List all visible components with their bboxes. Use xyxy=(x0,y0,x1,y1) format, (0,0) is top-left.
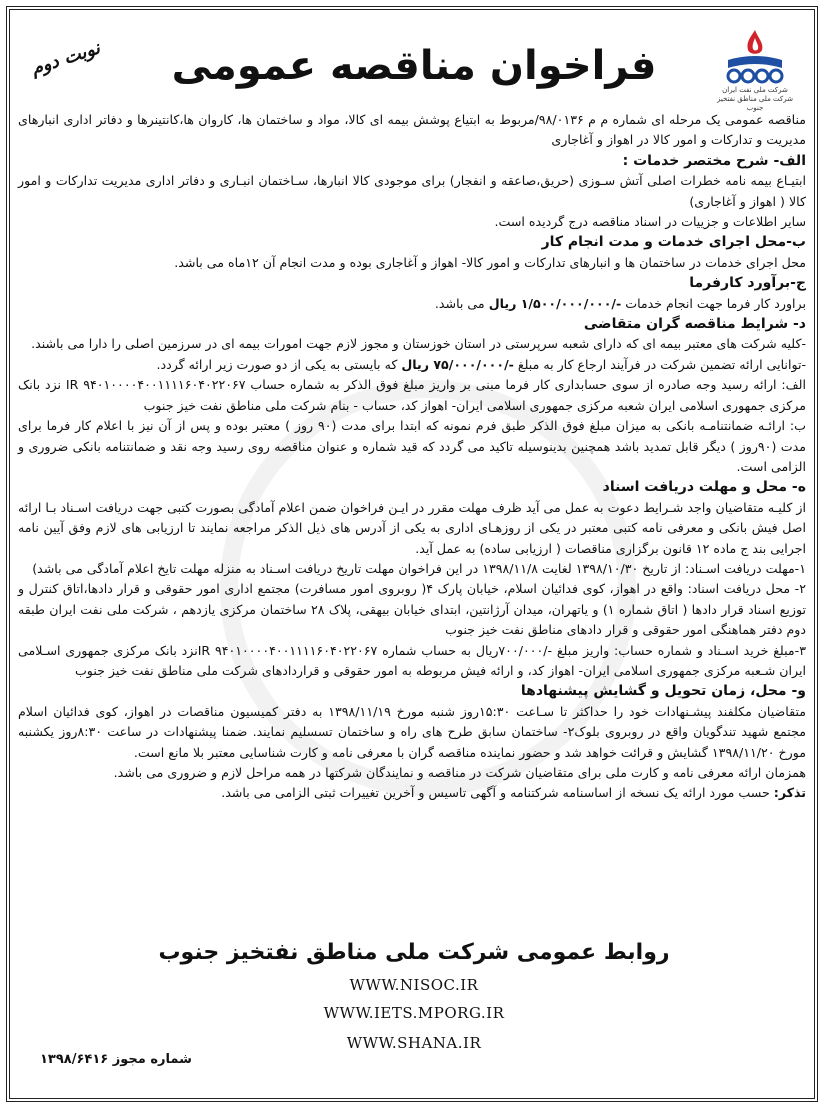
section-c-text xyxy=(18,294,806,314)
url-iets[interactable]: WWW.IETS.MPORG.IR xyxy=(323,1004,505,1022)
section-d-line-4: ب: ارائـه ضمانتنامـه بانکی به میزان مبلغ فوق الذکر طبق فرم نمونه که ابتدا برای مدت (۹۰ روز ) معتبر بوده و پس از آن نیز با اعلام کار فرما برای مدت (۹۰روز ) دیگر قابل تمدید باشد همچنین بدینوسیله تاکید می گردد که قید شماره و عنوان مناقصه روی رسید وجه نقد و ضمانتنامه بانکی ضروری و الزامی است. xyxy=(18,418,806,474)
section-e-item-1: ۱-مهلت دریافت اسـناد: از تاریخ ۱۳۹۸/۱۰/۳۰ لغایت ۱۳۹۸/۱۱/۸ در این فراخوان مهلت تاریخ دریافت اسـناد به منزله مهلت تایخ اعلام آمادگی می باشد) xyxy=(32,560,806,576)
estimate-suffix: می باشد. xyxy=(434,295,489,311)
note-text: حسب مورد ارائه یک نسخه از اساسنامه شرکتنامه و آگهی تاسیس و آخرین تغییرات ثبتی الزامی می باشد. xyxy=(221,785,774,801)
guarantee-amount: -/۷۵/۰۰۰/۰۰۰ ریال xyxy=(401,356,514,372)
section-b-heading: ب-محل اجرای خدمات و مدت انجام کار xyxy=(541,234,806,251)
flame-logo-icon xyxy=(720,28,790,86)
section-d-line-2 xyxy=(18,355,806,375)
section-a-text-2: سایر اطلاعات و جزییات در اسناد مناقصه درج گردیده است. xyxy=(494,214,806,230)
page-title: فراخوان مناقصه عمومی xyxy=(171,43,657,89)
section-a-text: ابتیـاع بیمه نامه خطرات اصلی آتش سـوزی (حریق،صاعقه و انفجار) برای موجودی کالا انبارها، سـاختمان انبـاری و دفاتر اداری مدیریت تدارکات و امور کالا ( اهواز و آغاجاری) xyxy=(18,173,806,209)
section-e-heading: ه- محل و مهلت دریافت اسناد xyxy=(602,479,806,496)
section-f-note xyxy=(18,783,806,803)
section-f-text-2: همزمان ارائه معرفی نامه و کارت ملی برای متقاضیان شرکت در مناقصه و نمایندگان شرکتها در همه مراحل لازم و ضروری می باشد. xyxy=(113,765,806,780)
section-a-heading: الف- شرح مختصر خدمات : xyxy=(622,152,806,169)
section-f-heading: و- محل، زمان تحویل و گشایش پیشنهادها xyxy=(520,683,806,700)
logo-caption-1: شرکت ملی نفت ایران xyxy=(722,86,788,94)
url-shana[interactable]: WWW.SHANA.IR xyxy=(346,1034,482,1052)
logo-caption-2: شرکت ملی مناطق نفتخیز جنوب xyxy=(716,95,793,112)
footer-title: روابط عمومی شرکت ملی مناطق نفتخیز جنوب xyxy=(158,940,670,965)
section-c-heading: ج-برآورد کارفرما xyxy=(689,275,806,292)
section-d-heading: د- شرایط مناقصه گران متقاضی xyxy=(583,316,806,333)
section-d-line-3: الف: ارائه رسید وجه صادره از سوی حسابداری کار فرما مبنی بر واریز مبلغ فوق الذکر به شماره حساب IR ۹۴۰۱۰۰۰۰۴۰۰۱۱۱۱۶۰۴۰۲۲۰۶۷ نزد بانک مرکزی جمهوری اسلامی ایران شعبه مرکزی جمهوری اسلامی ایران- اهواز کد، حساب - بنام شرکت ملی مناطق نفت خیز جنوب xyxy=(18,377,807,413)
section-d-line-1: -کلیه شرکت های معتبر بیمه ای که دارای شعبه سرپرستی در استان خوزستان و مجوز لازم جهت امورات بیمه ای در سرزمین اصلی را دارا می باشند. xyxy=(31,336,806,352)
section-e-text: از کلیـه متقاضیان واجد شـرایط دعوت به عمل می آید ظرف مهلت مقرر در ایـن فراخوان ضمن اعلام آمادگی بصورت کتبی جهت دریافت اسـناد بـا ارائه اصل فیش بانکی و معرفی نامه کتبی معتبر در یکی از روزهـای اداری به یکی از آدرس های ذیل الذکر مراجعه نمایند تا ارزیابی های لازم وفق آیین نامه اجرایی بند ج ماده ۱۲ قانون برگزاری مناقصات ( ارزیابی ساده) به عمل آید. xyxy=(18,499,806,556)
url-nisoc[interactable]: WWW.NISOC.IR xyxy=(349,976,479,994)
license-number: شماره مجوز ۱۳۹۸/۶۴۱۶ xyxy=(40,1052,192,1067)
estimate-prefix: براورد کار فرما جهت انجام خدمات xyxy=(621,295,806,311)
header xyxy=(0,18,828,110)
notice-body xyxy=(18,110,806,804)
section-e-item-2: ۲- محل دریافت اسناد: واقع در اهواز، کوی فدائیان اسلام، خیابان پارک ۴( روبروی امور مسافرت) مجتمع اداری امور حقوقی و قرار دادها،اتاق کنترل و توزیع اسناد قرار دادها ( اتاق شماره ۱) و یاتهران، میدان آرژانتین، ابتدای خیابان بیهقی، پلاک ۲۸ ساختمان مرکزی یازدهم ، شرکت ملی نفت ایران طبقه دوم دفتر هماهنگی امور حقوقی و قرار دادهای مناطق نفت خیز جنوب xyxy=(18,581,806,638)
nioc-logo xyxy=(710,28,800,112)
section-b-text: محل اجرای خدمات در ساختمان ها و انبارهای تدارکات و امور کالا- اهواز و آغاجاری بوده و مدت انجام آن ۱۲ماه می باشد. xyxy=(174,254,806,270)
intro-paragraph: مناقصه عمومی یک مرحله ای شماره م م ۹۸/۰۱۳۶/مربوط به ابتیاع پوشش بیمه ای کالا، مواد و ساختمان ها، کاروان ها،کانتینرها و دفاتر اداری انبارهای مدیریت و تدارکات و امور کالا در اهواز و آغاجاری xyxy=(18,112,807,148)
section-f-text: متقاضیان مکلفند پیشـنهادات خود را حداکثر تا سـاعت ۱۵:۳۰روز شنبه مورخ ۱۳۹۸/۱۱/۱۹ به دفتر کمیسیون مناقصات در اهواز، کوی فدائیان اسلام مجتمع شهید تندگویان واقع در روبروی بلوک۲- ساختمان سابق طرح های راه و ساختمان تسسلیم نمایند. ضمنا پیشنهادات در ساعت ۸:۳۰روز یکشنبه مورخ ۱۳۹۸/۱۱/۲۰ گشایش و قرائت خواهد شد و حضور نماینده مناقصه گران با معرفی نامه و کارت شناسایی معتبر بلا مانع است. xyxy=(18,703,806,760)
estimate-amount: -/۱/۵۰۰/۰۰۰/۰۰۰ ریال xyxy=(488,295,622,311)
guarantee-prefix: -توانایی ارائه تضمین شرکت در فرآیند ارجاع کار به مبلغ xyxy=(513,356,806,372)
note-label: تذکر: xyxy=(773,785,806,801)
guarantee-suffix: که بایستی به یکی از دو صورت زیر ارائه گردد. xyxy=(156,356,402,372)
section-e-item-3: ۳-مبلغ خرید اسـناد و شماره حساب: واریز مبلغ -/۷۰۰/۰۰۰ریال به حساب شماره IR ۹۴۰۱۰۰۰۰۴۰۰۱۱۱۱۶۰۴۰۲۲۰۶۷نزد بانک مرکزی جمهوری اسـلامی ایران شـعبه مرکزی جمهوری اسلامی ایران- اهواز کد، و ارائه فیش مربوطه به امور حقوقی و قراردادهای شرکت ملی مناطق نفت خیز جنوب xyxy=(18,642,806,678)
round-label: نوبت دوم xyxy=(28,37,103,80)
